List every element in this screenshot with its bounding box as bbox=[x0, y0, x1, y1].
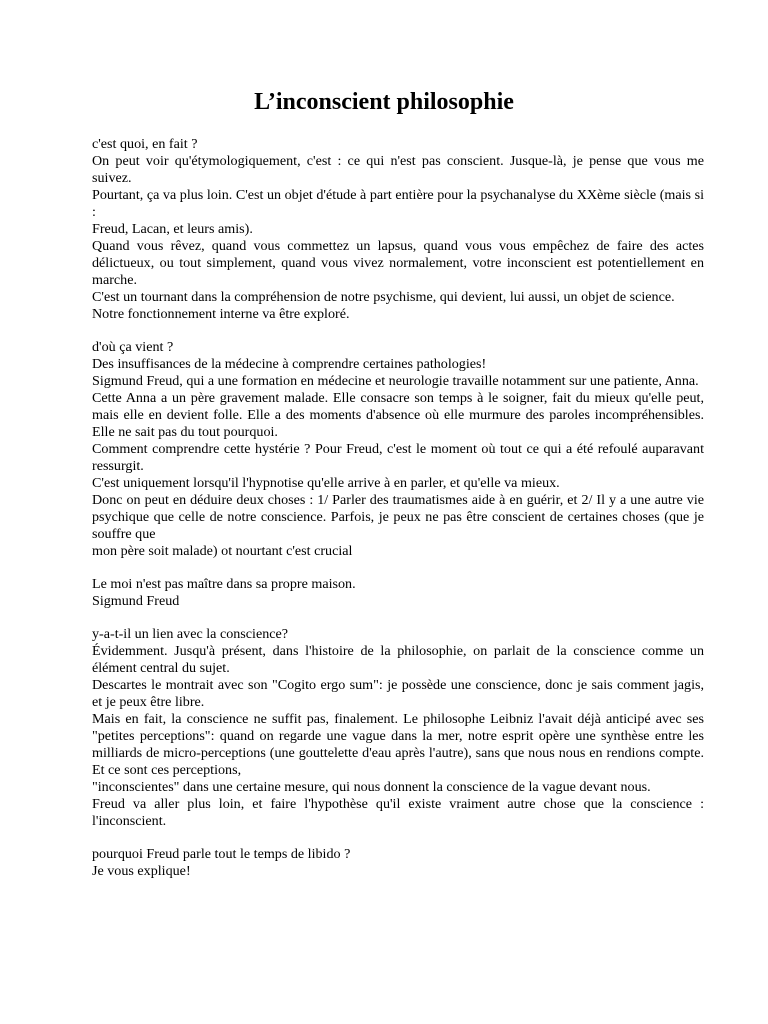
paragraph: Quand vous rêvez, quand vous commettez un lapsus, quand vous vous empêchez de faire des actes délictueux, ou tout simplement, quand vous vivez normalement, votre inconscient est potentiellement en marche. bbox=[92, 238, 704, 288]
paragraph-spacer bbox=[92, 830, 704, 846]
paragraph: Freud va aller plus loin, et faire l'hypothèse qu'il existe vraiment autre chose que la conscience : l'inconscient. bbox=[92, 796, 704, 829]
paragraph-spacer bbox=[92, 610, 704, 626]
paragraph: Je vous explique! bbox=[92, 863, 191, 879]
section-heading: c'est quoi, en fait ? bbox=[92, 136, 198, 152]
paragraph: Comment comprendre cette hystérie ? Pour Freud, c'est le moment où tout ce qui a été refoulé auparavant ressurgit. bbox=[92, 441, 704, 474]
paragraph-spacer bbox=[92, 560, 704, 576]
section-heading: y-a-t-il un lien avec la conscience? bbox=[92, 626, 289, 642]
section-heading: pourquoi Freud parle tout le temps de libido ? bbox=[92, 846, 351, 862]
paragraph: Notre fonctionnement interne va être exploré. bbox=[92, 306, 350, 322]
paragraph: Des insuffisances de la médecine à comprendre certaines pathologies! bbox=[92, 356, 487, 372]
paragraph: Évidemment. Jusqu'à présent, dans l'histoire de la philosophie, on parlait de la conscience comme un élément central du sujet. bbox=[92, 643, 704, 676]
section-heading: d'où ça vient ? bbox=[92, 339, 174, 355]
paragraph: Sigmund Freud, qui a une formation en médecine et neurologie travaille notamment sur une patiente, Anna. bbox=[92, 373, 699, 389]
paragraph: Descartes le montrait avec son "Cogito ergo sum": je possède une conscience, donc je sais comment jagis, et je peux être libre. bbox=[92, 677, 704, 710]
quote-text: Le moi n'est pas maître dans sa propre maison. bbox=[92, 576, 356, 592]
paragraph-spacer bbox=[92, 323, 704, 339]
document-body bbox=[92, 136, 704, 880]
paragraph: Freud, Lacan, et leurs amis). bbox=[92, 221, 253, 237]
paragraph: On peut voir qu'étymologiquement, c'est : ce qui n'est pas conscient. Jusque-là, je pense que vous me suivez. bbox=[92, 153, 704, 186]
paragraph: C'est un tournant dans la compréhension de notre psychisme, qui devient, lui aussi, un objet de science. bbox=[92, 289, 675, 305]
paragraph: Pourtant, ça va plus loin. C'est un objet d'étude à part entière pour la psychanalyse du XXème siècle (mais si : bbox=[92, 187, 704, 220]
page-title: L’inconscient philosophie bbox=[254, 89, 514, 115]
quote-author: Sigmund Freud bbox=[92, 593, 180, 609]
paragraph: Cette Anna a un père gravement malade. Elle consacre son temps à le soigner, fait du mieux qu'elle peut, mais elle en devient folle. Elle a des moments d'absence où elle murmure des paroles incompréhensibles. Elle ne sait pas du tout pourquoi. bbox=[92, 390, 704, 440]
paragraph: C'est uniquement lorsqu'il l'hypnotise qu'elle arrive à en parler, et qu'elle va mieux. bbox=[92, 475, 560, 491]
paragraph: "inconscientes" dans une certaine mesure, qui nous donnent la conscience de la vague devant nous. bbox=[92, 779, 651, 795]
paragraph: Mais en fait, la conscience ne suffit pas, finalement. Le philosophe Leibniz l'avait déjà anticipé avec ses "petites perceptions": quand on regarde une vague dans la mer, notre esprit opère une synthèse entre les milliards de micro-perceptions (une gouttelette d'eau après l'autre), sans que nous nous en rendions compte. Et ce sont ces perceptions, bbox=[92, 711, 704, 778]
paragraph: mon père soit malade) ot nourtant c'est crucial bbox=[92, 543, 353, 559]
paragraph: Donc on peut en déduire deux choses : 1/ Parler des traumatismes aide à en guérir, et 2/ Il y a une autre vie psychique que celle de notre conscience. Parfois, je peux ne pas être conscient de certaines choses (que je souffre que bbox=[92, 492, 704, 542]
